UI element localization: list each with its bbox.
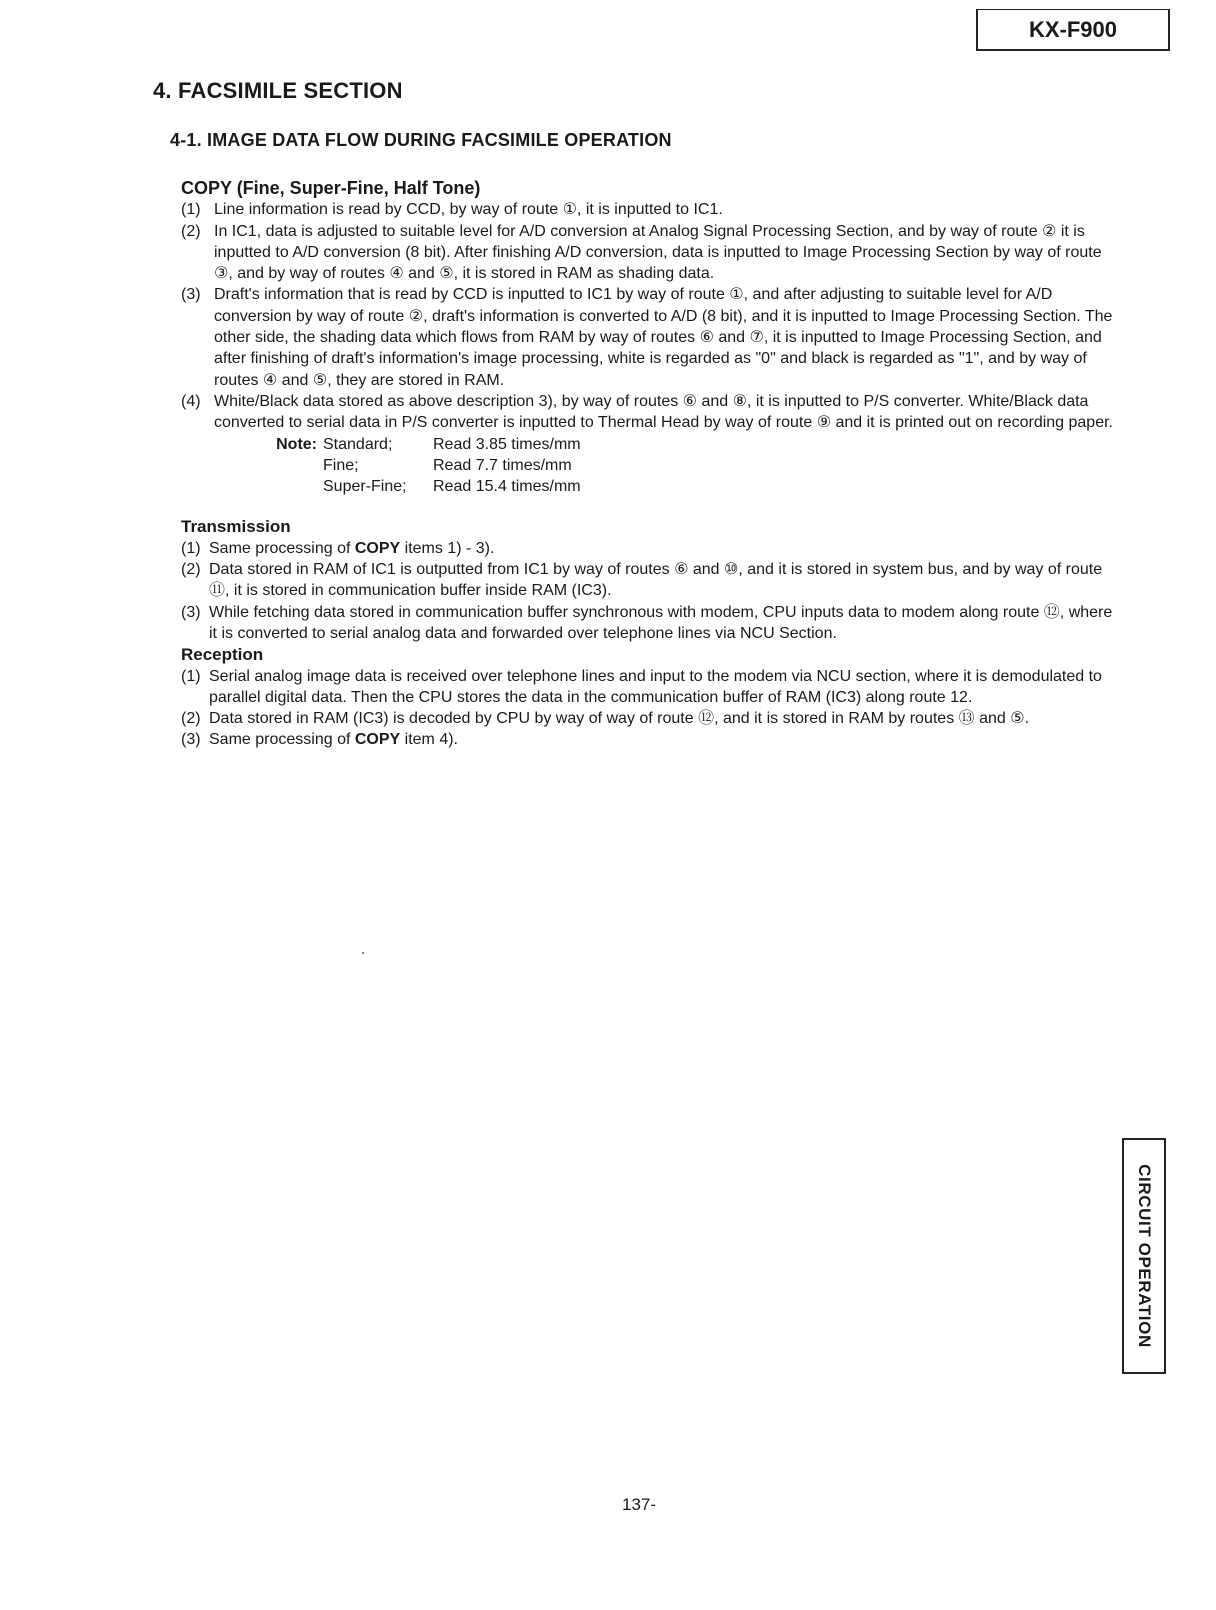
note-row xyxy=(265,455,581,476)
copy-item-1 xyxy=(181,199,1121,220)
note-row xyxy=(265,476,581,497)
note-mode: Super-Fine; xyxy=(323,478,407,496)
transmission-item-3 xyxy=(181,602,1121,645)
side-tab-label: CIRCUIT OPERATION xyxy=(1135,1164,1154,1348)
model-number-box xyxy=(976,9,1170,51)
item-text: Line information is read by CCD, by way of route ①, it is inputted to IC1. xyxy=(214,201,723,219)
scan-speck xyxy=(362,952,364,954)
item-text-pre: Same processing of xyxy=(209,731,355,749)
transmission-item-2 xyxy=(181,559,1121,602)
item-number: (3) xyxy=(181,286,201,304)
item-number: (3) xyxy=(181,603,201,621)
copy-item-3 xyxy=(181,284,1121,390)
item-number: (2) xyxy=(181,710,201,728)
item-text: White/Black data stored as above description 3), by way of routes ⑥ and ⑧, it is inputted to P/S converter. White/Black data converted to serial data in P/S converter is inputted to Thermal Head by way of route ⑨ and it is printed out on recording paper. xyxy=(214,392,1113,432)
reception-item-1 xyxy=(181,666,1121,709)
item-number: (1) xyxy=(181,667,201,685)
section-title: 4. FACSIMILE SECTION xyxy=(153,78,403,103)
note-value: Read 15.4 times/mm xyxy=(433,478,581,496)
item-text: Data stored in RAM of IC1 is outputted from IC1 by way of routes ⑥ and ⑩, and it is stored in system bus, and by way of route ⑪, it is stored in communication buffer inside RAM (IC3). xyxy=(209,561,1103,600)
document-body xyxy=(181,178,1121,751)
item-number: (1) xyxy=(181,539,201,557)
item-text-pre: Same processing of xyxy=(209,539,355,557)
item-number: (3) xyxy=(181,731,201,749)
copy-item-2 xyxy=(181,221,1121,285)
copy-heading: COPY (Fine, Super-Fine, Half Tone) xyxy=(181,178,481,198)
note-label: Note: xyxy=(276,435,317,453)
item-text-post: items 1) - 3). xyxy=(400,539,495,557)
subsection-title: 4-1. IMAGE DATA FLOW DURING FACSIMILE OPERATION xyxy=(170,130,672,150)
item-text: Serial analog image data is received over telephone lines and input to the modem via NCU section, where it is demodulated to parallel digital data. Then the CPU stores the data in the communication buffer of RAM (IC3) along route 12. xyxy=(209,667,1102,706)
note-value: Read 3.85 times/mm xyxy=(433,435,581,453)
note-value: Read 7.7 times/mm xyxy=(433,456,572,474)
transmission-item-1 xyxy=(181,538,1121,559)
item-text-bold: COPY xyxy=(354,731,401,749)
item-text: In IC1, data is adjusted to suitable level for A/D conversion at Analog Signal Processing Section, and by way of route ② it is inputted to A/D conversion (8 bit). After finishing A/D conversion, data is inputted to Image Processing Section by way of route ③, and by way of routes ④ and ⑤, it is stored in RAM as shading data. xyxy=(214,222,1102,283)
item-text: While fetching data stored in communication buffer synchronous with modem, CPU inputs data to modem along route ⑫, where it is converted to serial analog data and forwarded over telephone lines via NCU Section. xyxy=(209,603,1113,642)
item-text: Draft's information that is read by CCD is inputted to IC1 by way of route ①, and after adjusting to suitable level for A/D conversion by way of route ②, draft's information is converted to A/D (8 bit), and it is inputted to Image Processing Section. The other side, the shading data which flows from RAM by way of routes ⑥ and ⑦, it is inputted to Image Processing Section, and after finishing of draft's information's image processing, white is regarded as "0" and black is regarded as "1", and by way of routes ④ and ⑤, they are stored in RAM. xyxy=(214,286,1113,389)
page-number: 137- xyxy=(622,1495,657,1514)
item-number: (2) xyxy=(181,222,201,240)
reception-item-2 xyxy=(181,708,1121,729)
copy-item-4 xyxy=(181,391,1121,434)
item-text-post: item 4). xyxy=(400,731,458,749)
side-tab xyxy=(1122,1138,1166,1374)
item-number: (4) xyxy=(181,392,201,410)
resolution-note xyxy=(265,434,581,498)
reception-item-3 xyxy=(181,729,1121,750)
item-text: Data stored in RAM (IC3) is decoded by CPU by way of way of route ⑫, and it is stored in RAM by routes ⑬ and ⑤. xyxy=(209,710,1030,728)
note-mode: Fine; xyxy=(323,456,359,474)
transmission-heading: Transmission xyxy=(181,517,291,537)
reception-heading: Reception xyxy=(181,645,264,665)
model-number: KX-F900 xyxy=(1028,16,1118,42)
item-number: (2) xyxy=(181,561,201,579)
item-number: (1) xyxy=(181,201,201,219)
note-row xyxy=(265,434,581,455)
item-text-bold: COPY xyxy=(354,539,401,557)
note-mode: Standard; xyxy=(323,435,393,453)
